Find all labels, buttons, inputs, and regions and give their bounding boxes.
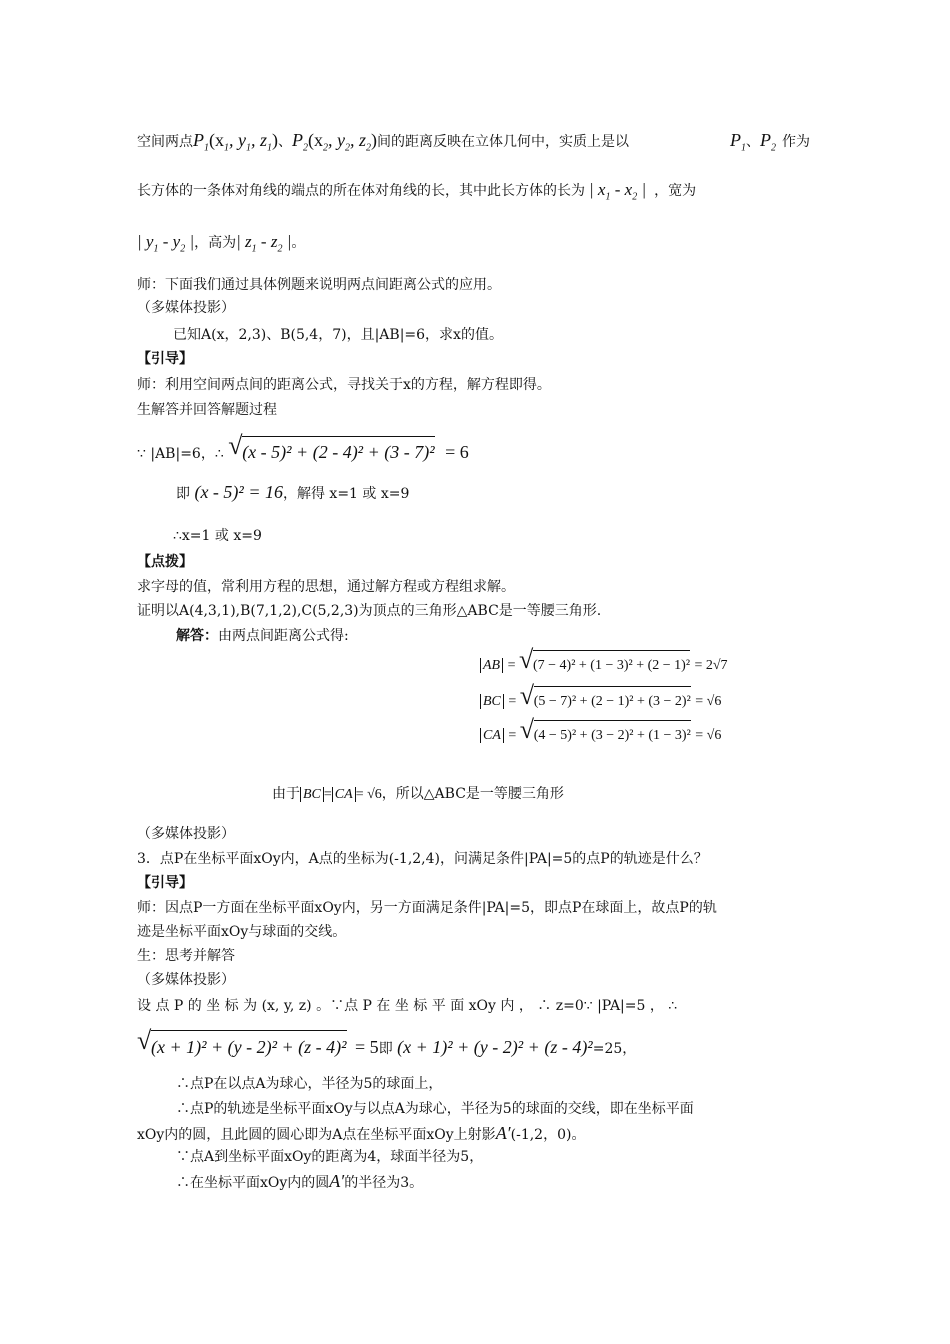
ca-abs: CA xyxy=(480,728,504,743)
distance-ab: AB = √ (7 − 4)² + (1 − 3)² + (2 − 1)² = 2√7 xyxy=(480,650,728,680)
teacher-line-1: 师：下面我们通过具体例题来说明两点间距离公式的应用。 xyxy=(137,277,501,293)
width-abs: | $y_1 - y_2$ | xyxy=(137,232,195,255)
bc-abs: BC xyxy=(480,694,504,709)
solution-heading: 解答：由两点间距离公式得: xyxy=(176,628,349,644)
bc-radical: √ (5 − 7)² + (2 − 1)² + (3 − 2)² xyxy=(520,686,691,716)
solution-3-line-4: xOy内的圆，且此圆的圆心即为A点在坐标平面xOy上射影A′(-1,2，0)。 xyxy=(137,1123,586,1143)
conclusion-1: ∴x=1 或 x=9 xyxy=(173,528,262,544)
solution-3-line-3: ∴点P的轨迹是坐标平面xOy与以点A为球心，半径为5的球面的交线，即在坐标平面 xyxy=(176,1101,694,1117)
student-line-1: 生解答并回答解题过程 xyxy=(137,402,277,418)
para1-line xyxy=(137,130,629,159)
multimedia-note-1: （多媒体投影） xyxy=(137,300,235,316)
para3-text-b: 。 xyxy=(291,235,306,251)
para3-text-a: ，高为 xyxy=(194,235,237,251)
para2-text-a: 长方体的一条体对角线的端点的所在体对角线的长，其中此长方体的长为 xyxy=(137,183,585,199)
solution-3-line-5: ∵点A到坐标平面xOy的距离为4，球面半径为5， xyxy=(176,1149,484,1165)
equation-1-prefix: ∵ |AB|=6，∴ xyxy=(137,446,224,462)
p2-symbol: $P_2$ xyxy=(760,130,776,154)
separator-2: 、 xyxy=(746,134,760,150)
guide-heading-1: 【引导】 xyxy=(137,351,193,367)
equation-1 xyxy=(137,431,469,468)
para1-end xyxy=(730,130,810,159)
a-prime-symbol: A′ xyxy=(495,1123,511,1143)
equation-2-prefix: 即 xyxy=(176,486,190,502)
equation-2-solution: ，解得 x=1 或 x=9 xyxy=(282,486,410,502)
ca-radical: √ (4 − 5)² + (3 − 2)² + (1 − 3)² xyxy=(520,720,691,750)
bc-abs-2: BC xyxy=(300,787,324,802)
example-2-statement: 证明以A(4,3,1),B(7,1,2),C(5,2,3)为顶点的三角形△ABC是一等腰三角形. xyxy=(137,603,602,619)
ab-radical: √ (7 − 4)² + (1 − 3)² + (2 − 1)² xyxy=(519,650,690,680)
equation-3 xyxy=(137,1026,637,1064)
para3-line xyxy=(137,232,305,259)
ab-value: = 2√7 xyxy=(694,658,728,673)
equation-1-radical: √ (x - 5)² + (2 - 4)² + (3 - 7)² xyxy=(228,436,434,466)
equation-3-expression: (x + 1)² + (y - 2)² + (z - 4)² xyxy=(397,1037,593,1057)
student-line-2: 生：思考并解答 xyxy=(137,948,235,964)
equation-2 xyxy=(176,478,409,508)
equation-3-value: = 5 xyxy=(355,1037,379,1057)
hint-text: 求字母的值，常利用方程的思想，通过解方程或方程组求解。 xyxy=(137,579,515,595)
para2-text-b: ，宽为 xyxy=(654,183,697,199)
equation-3-radical: √ (x + 1)² + (y - 2)² + (z - 4)² xyxy=(137,1030,347,1062)
point-p1-formula: $P_1(x_1$, $y_1$, $z_1$) xyxy=(193,130,279,154)
a-prime-symbol-2: A′ xyxy=(329,1171,345,1191)
solution-3-line-2: ∴点P在以点A为球心，半径为5的球面上， xyxy=(176,1076,443,1092)
equation-1-result: = 6 xyxy=(445,442,469,462)
separator: 、 xyxy=(278,134,293,150)
equation-3-connector: 即 xyxy=(378,1041,393,1057)
multimedia-note-2: （多媒体投影） xyxy=(137,826,235,842)
solution-3-line-1: 设 点 P 的 坐 标 为 (x, y, z) 。∵点 P 在 坐 标 平 面 xOy 内 ， ∴ z=0∵ |PA|=5 ， ∴ xyxy=(137,998,678,1014)
ab-abs: AB xyxy=(480,658,503,673)
para2-line xyxy=(137,180,696,207)
length-abs: | $x_1 - x_2$ | xyxy=(589,180,647,203)
isosceles-conclusion: 由于 BC = CA = √6，所以△ABC是一等腰三角形 xyxy=(272,786,564,802)
hint-heading: 【点拨】 xyxy=(137,554,193,570)
ca-value: = √6 xyxy=(695,728,722,743)
equation-3-result: =25， xyxy=(592,1041,637,1057)
example-1-statement: 已知A(x，2,3)、B(5,4，7)，且|AB|=6，求x的值。 xyxy=(173,327,503,343)
distance-ca: CA = √ (4 − 5)² + (3 − 2)² + (1 − 3)² = √6 xyxy=(480,720,721,750)
solution-3-line-6: ∴在坐标平面xOy内的圆A′的半径为3。 xyxy=(176,1171,424,1191)
distance-bc: BC = √ (5 − 7)² + (2 − 1)² + (3 − 2)² = √6 xyxy=(480,686,721,716)
example-3-statement: 3．点P在坐标平面xOy内，A点的坐标为(-1,2,4)，问满足条件|PA|=5的点P的轨迹是什么？ xyxy=(137,851,708,867)
p1-symbol: $P_1$ xyxy=(730,130,746,154)
bc-value: = √6 xyxy=(695,694,722,709)
teacher-line-3a: 师：因点P一方面在坐标平面xOy内，另一方面满足条件|PA|=5，即点P在球面上，故点P的轨 xyxy=(137,900,717,916)
height-abs: | $z_1 - z_2$ | xyxy=(236,232,292,255)
ca-abs-2: CA xyxy=(332,787,356,802)
guide-heading-2: 【引导】 xyxy=(137,875,193,891)
para1-text-b: 间的距离反映在立体几何中，实质上是以 xyxy=(377,134,630,150)
para1-text-c: 作为 xyxy=(782,134,810,150)
para1-text-a: 空间两点 xyxy=(137,134,193,150)
equation-2-expression: (x - 5)² = 16 xyxy=(194,482,283,502)
point-p2-formula: $P_2(x_2$, $y_2$, $z_2$) xyxy=(292,130,378,154)
teacher-line-2: 师：利用空间两点间的距离公式，寻找关于x的方程，解方程即得。 xyxy=(137,377,551,393)
teacher-line-3b: 迹是坐标平面xOy与球面的交线。 xyxy=(137,924,347,940)
multimedia-note-3: （多媒体投影） xyxy=(137,972,235,988)
